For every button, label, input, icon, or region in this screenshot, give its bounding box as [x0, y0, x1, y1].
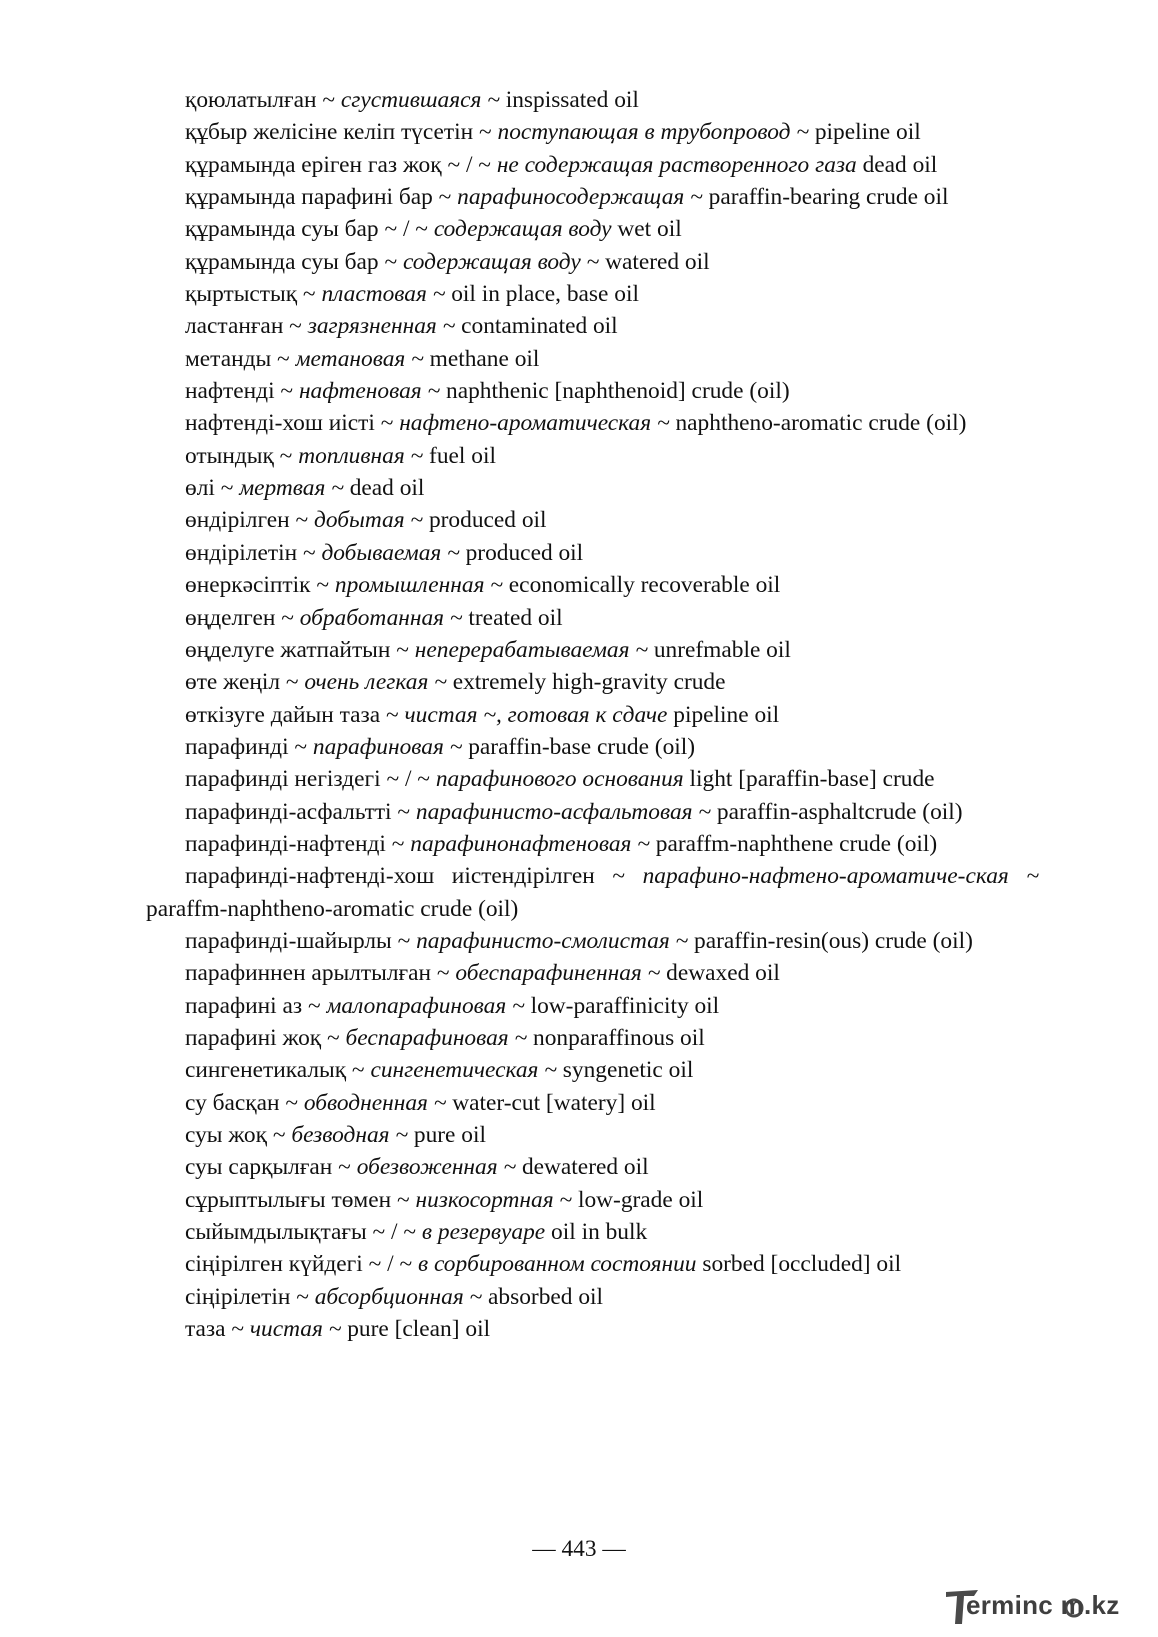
page-number: — 443 —	[532, 1536, 626, 1562]
dictionary-entry: өнеркәсіптік ~ промышленная ~ economically recoverable oil	[185, 572, 781, 599]
dictionary-entry: отындық ~ топливная ~ fuel oil	[185, 442, 496, 469]
dictionary-entry: құбыр желісіне келіп түсетін ~ поступающая в трубопровод ~ pipeline oil	[185, 119, 921, 146]
dictionary-entry: метанды ~ метановая ~ methane oil	[185, 345, 540, 372]
dictionary-entry: парафинді-шайырлы ~ парафинисто-смолистая ~ paraffin-resin(ous) crude (oil)	[185, 927, 973, 954]
dictionary-entry: сұрыптылығы төмен ~ низкосортная ~ low-grade oil	[185, 1186, 704, 1213]
dictionary-entry: өндірілген ~ добытая ~ produced oil	[185, 507, 547, 534]
dictionary-entry: сингенетикалық ~ сингенетическая ~ syngenetic oil	[185, 1057, 694, 1084]
watermark-text: erminc m.kz	[966, 1590, 1120, 1620]
dictionary-entry: нафтенді-хош иісті ~ нафтено-ароматическая ~ naphtheno-aromatic crude (oil)	[185, 410, 967, 437]
dictionary-entry: таза ~ чистая ~ pure [clean] oil	[185, 1316, 491, 1343]
dictionary-entry: өлі ~ мертвая ~ dead oil	[185, 475, 425, 502]
dictionary-entry: парафинді-нафтенді-хош иістендірілген ~ парафино-нафтено-ароматиче-ская ~ paraffm-naphtheno-aromatic crude (oil)	[146, 863, 1039, 922]
dictionary-entry: парафинді-нафтенді ~ парафинонафтеновая ~ paraffm-naphthene crude (oil)	[185, 830, 938, 857]
dictionary-entry: сіңірілген күйдегі ~ / ~ в сорбированном состоянии sorbed [occluded] oil	[185, 1251, 902, 1278]
dictionary-entry: суы сарқылған ~ обезвоженная ~ dewatered oil	[185, 1154, 649, 1181]
dictionary-entry: парафині аз ~ малопарафиновая ~ low-paraffinicity oil	[185, 992, 720, 1019]
entry-list	[146, 84, 1039, 1345]
dictionary-entry: құрамында парафині бар ~ парафиносодержащая ~ paraffin-bearing crude oil	[185, 184, 949, 211]
dictionary-entry: парафинді негіздегі ~ / ~ парафинового основания light [paraffin-base] crude	[185, 766, 935, 793]
dictionary-entry: құрамында суы бар ~ / ~ содержащая воду wet oil	[185, 216, 682, 243]
dictionary-entry: су басқан ~ обводненная ~ water-cut [watery] oil	[185, 1089, 656, 1116]
dictionary-entry: құрамында суы бар ~ содержащая воду ~ watered oil	[185, 248, 710, 275]
dictionary-entry: парафині жоқ ~ беспарафиновая ~ nonparaffinous oil	[185, 1024, 705, 1051]
dictionary-entry: өңделуге жатпайтын ~ неперерабатываемая ~ unrefmable oil	[185, 636, 791, 663]
dictionary-entry: сыйымдылықтағы ~ / ~ в резервуаре oil in bulk	[185, 1219, 648, 1246]
dictionary-entry: құрамында еріген газ жоқ ~ / ~ не содержащая растворенного газа dead oil	[185, 151, 938, 178]
dictionary-entry: қыртыстық ~ пластовая ~ oil in place, base oil	[185, 281, 639, 308]
dictionary-entry: өте жеңіл ~ очень легкая ~ extremely high-gravity crude	[185, 669, 726, 696]
dictionary-entry: суы жоқ ~ безводная ~ pure oil	[185, 1122, 486, 1148]
dictionary-entry: қоюлатылған ~ сгустившаяся ~ inspissated oil	[185, 87, 639, 113]
dictionary-entry: өткізуге дайын таза ~ чистая ~, готовая к сдаче pipeline oil	[185, 701, 780, 728]
dictionary-entry: нафтенді ~ нафтеновая ~ naphthenic [naphthenoid] crude (oil)	[185, 378, 790, 405]
dictionary-entry: өңделген ~ обработанная ~ treated oil	[185, 604, 563, 631]
dictionary-entry: парафинді ~ парафиновая ~ paraffin-base crude (oil)	[185, 733, 696, 760]
dictionary-entry: ластанған ~ загрязненная ~ contaminated oil	[185, 313, 618, 340]
dictionary-entry: парафиннен арылтылған ~ обеспарафиненная ~ dewaxed oil	[185, 960, 780, 987]
dictionary-entry: парафинді-асфальтті ~ парафинисто-асфальтовая ~ paraffin-asphaltcrude (oil)	[185, 798, 963, 825]
termincom-logo	[944, 1584, 1144, 1630]
dictionary-entry: сіңірілетін ~ абсорбционная ~ absorbed oil	[185, 1283, 604, 1310]
dictionary-entry: өндірілетін ~ добываемая ~ produced oil	[185, 539, 584, 566]
